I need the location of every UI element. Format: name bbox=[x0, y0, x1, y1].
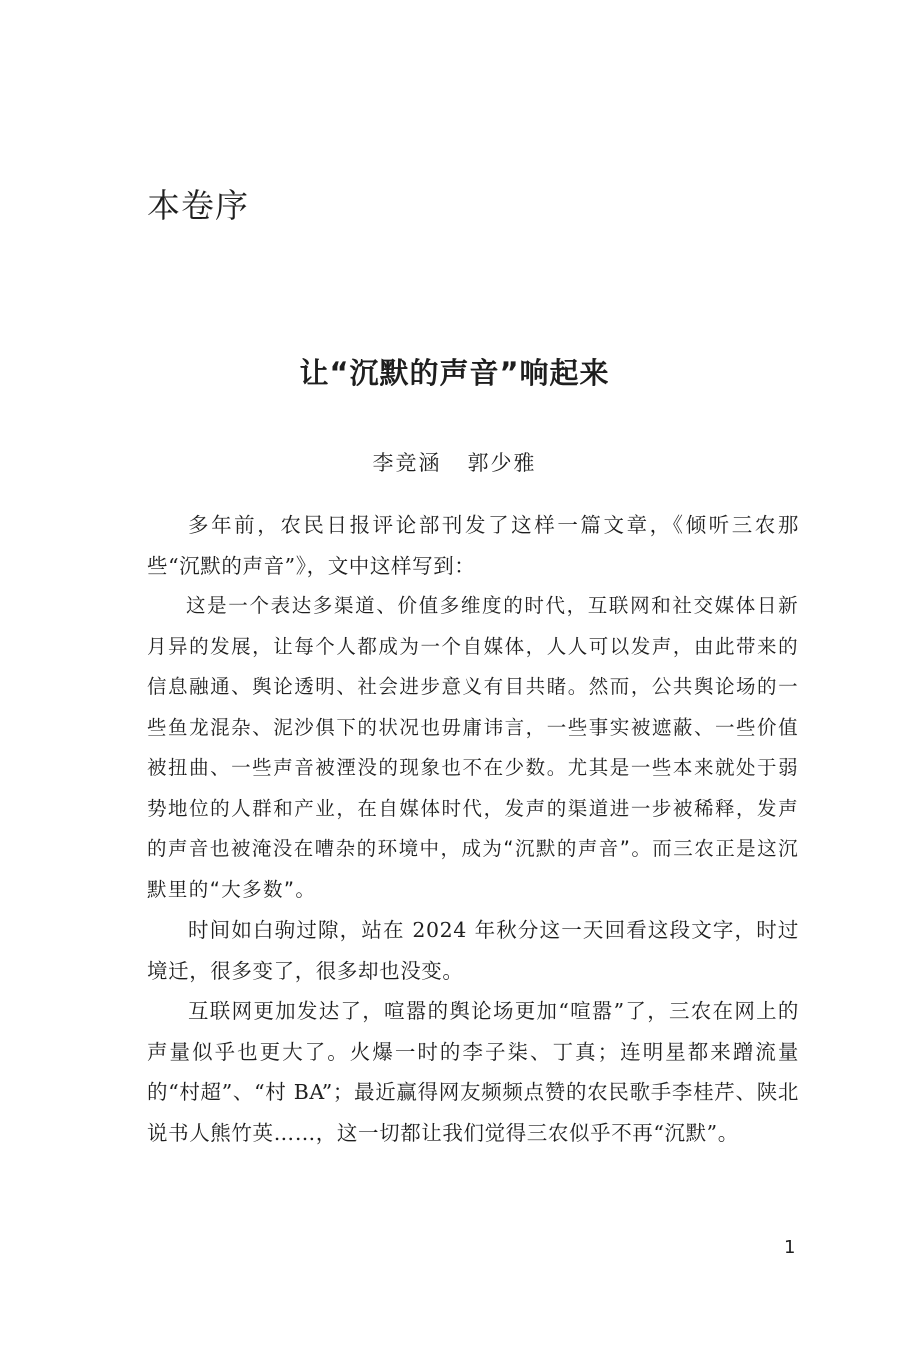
body-paragraph: 时间如白驹过隙，站在 2024 年秋分这一天回看这段文字，时过境迁，很多变了，很多却也没变。 bbox=[147, 918, 799, 983]
author-name: 李竞涵 bbox=[372, 451, 442, 475]
article-body bbox=[147, 505, 799, 1153]
author-name: 郭少雅 bbox=[467, 451, 537, 475]
author-line bbox=[0, 448, 909, 478]
body-paragraph: 多年前，农民日报评论部刊发了这样一篇文章，《倾听三农那些“沉默的声音”》，文中这样写到： bbox=[147, 513, 799, 578]
article-title: 让“沉默的声音”响起来 bbox=[299, 356, 610, 390]
page-number: 1 bbox=[784, 1237, 796, 1258]
section-title: 本卷序 bbox=[147, 186, 249, 225]
body-paragraph: 互联网更加发达了，喧嚣的舆论场更加“喧嚣”了，三农在网上的声量似乎也更大了。火爆一时的李子柒、丁真；连明星都来蹭流量的“村超”、“村 BA”；最近赢得网友频频点赞的农民歌手李桂芹、陕北说书人熊竹英……，这一切都让我们觉得三农似乎不再“沉默”。 bbox=[147, 999, 799, 1145]
quoted-paragraph: 这是一个表达多渠道、价值多维度的时代，互联网和社交媒体日新月异的发展，让每个人都成为一个自媒体，人人可以发声，由此带来的信息融通、舆论透明、社会进步意义有目共睹。然而，公共舆论场的一些鱼龙混杂、泥沙俱下的状况也毋庸讳言，一些事实被遮蔽、一些价值被扭曲、一些声音被湮没的现象也不在少数。尤其是一些本来就处于弱势地位的人群和产业，在自媒体时代，发声的渠道进一步被稀释，发声的声音也被淹没在嘈杂的环境中，成为“沉默的声音”。而三农正是这沉默里的“大多数”。 bbox=[147, 594, 799, 901]
